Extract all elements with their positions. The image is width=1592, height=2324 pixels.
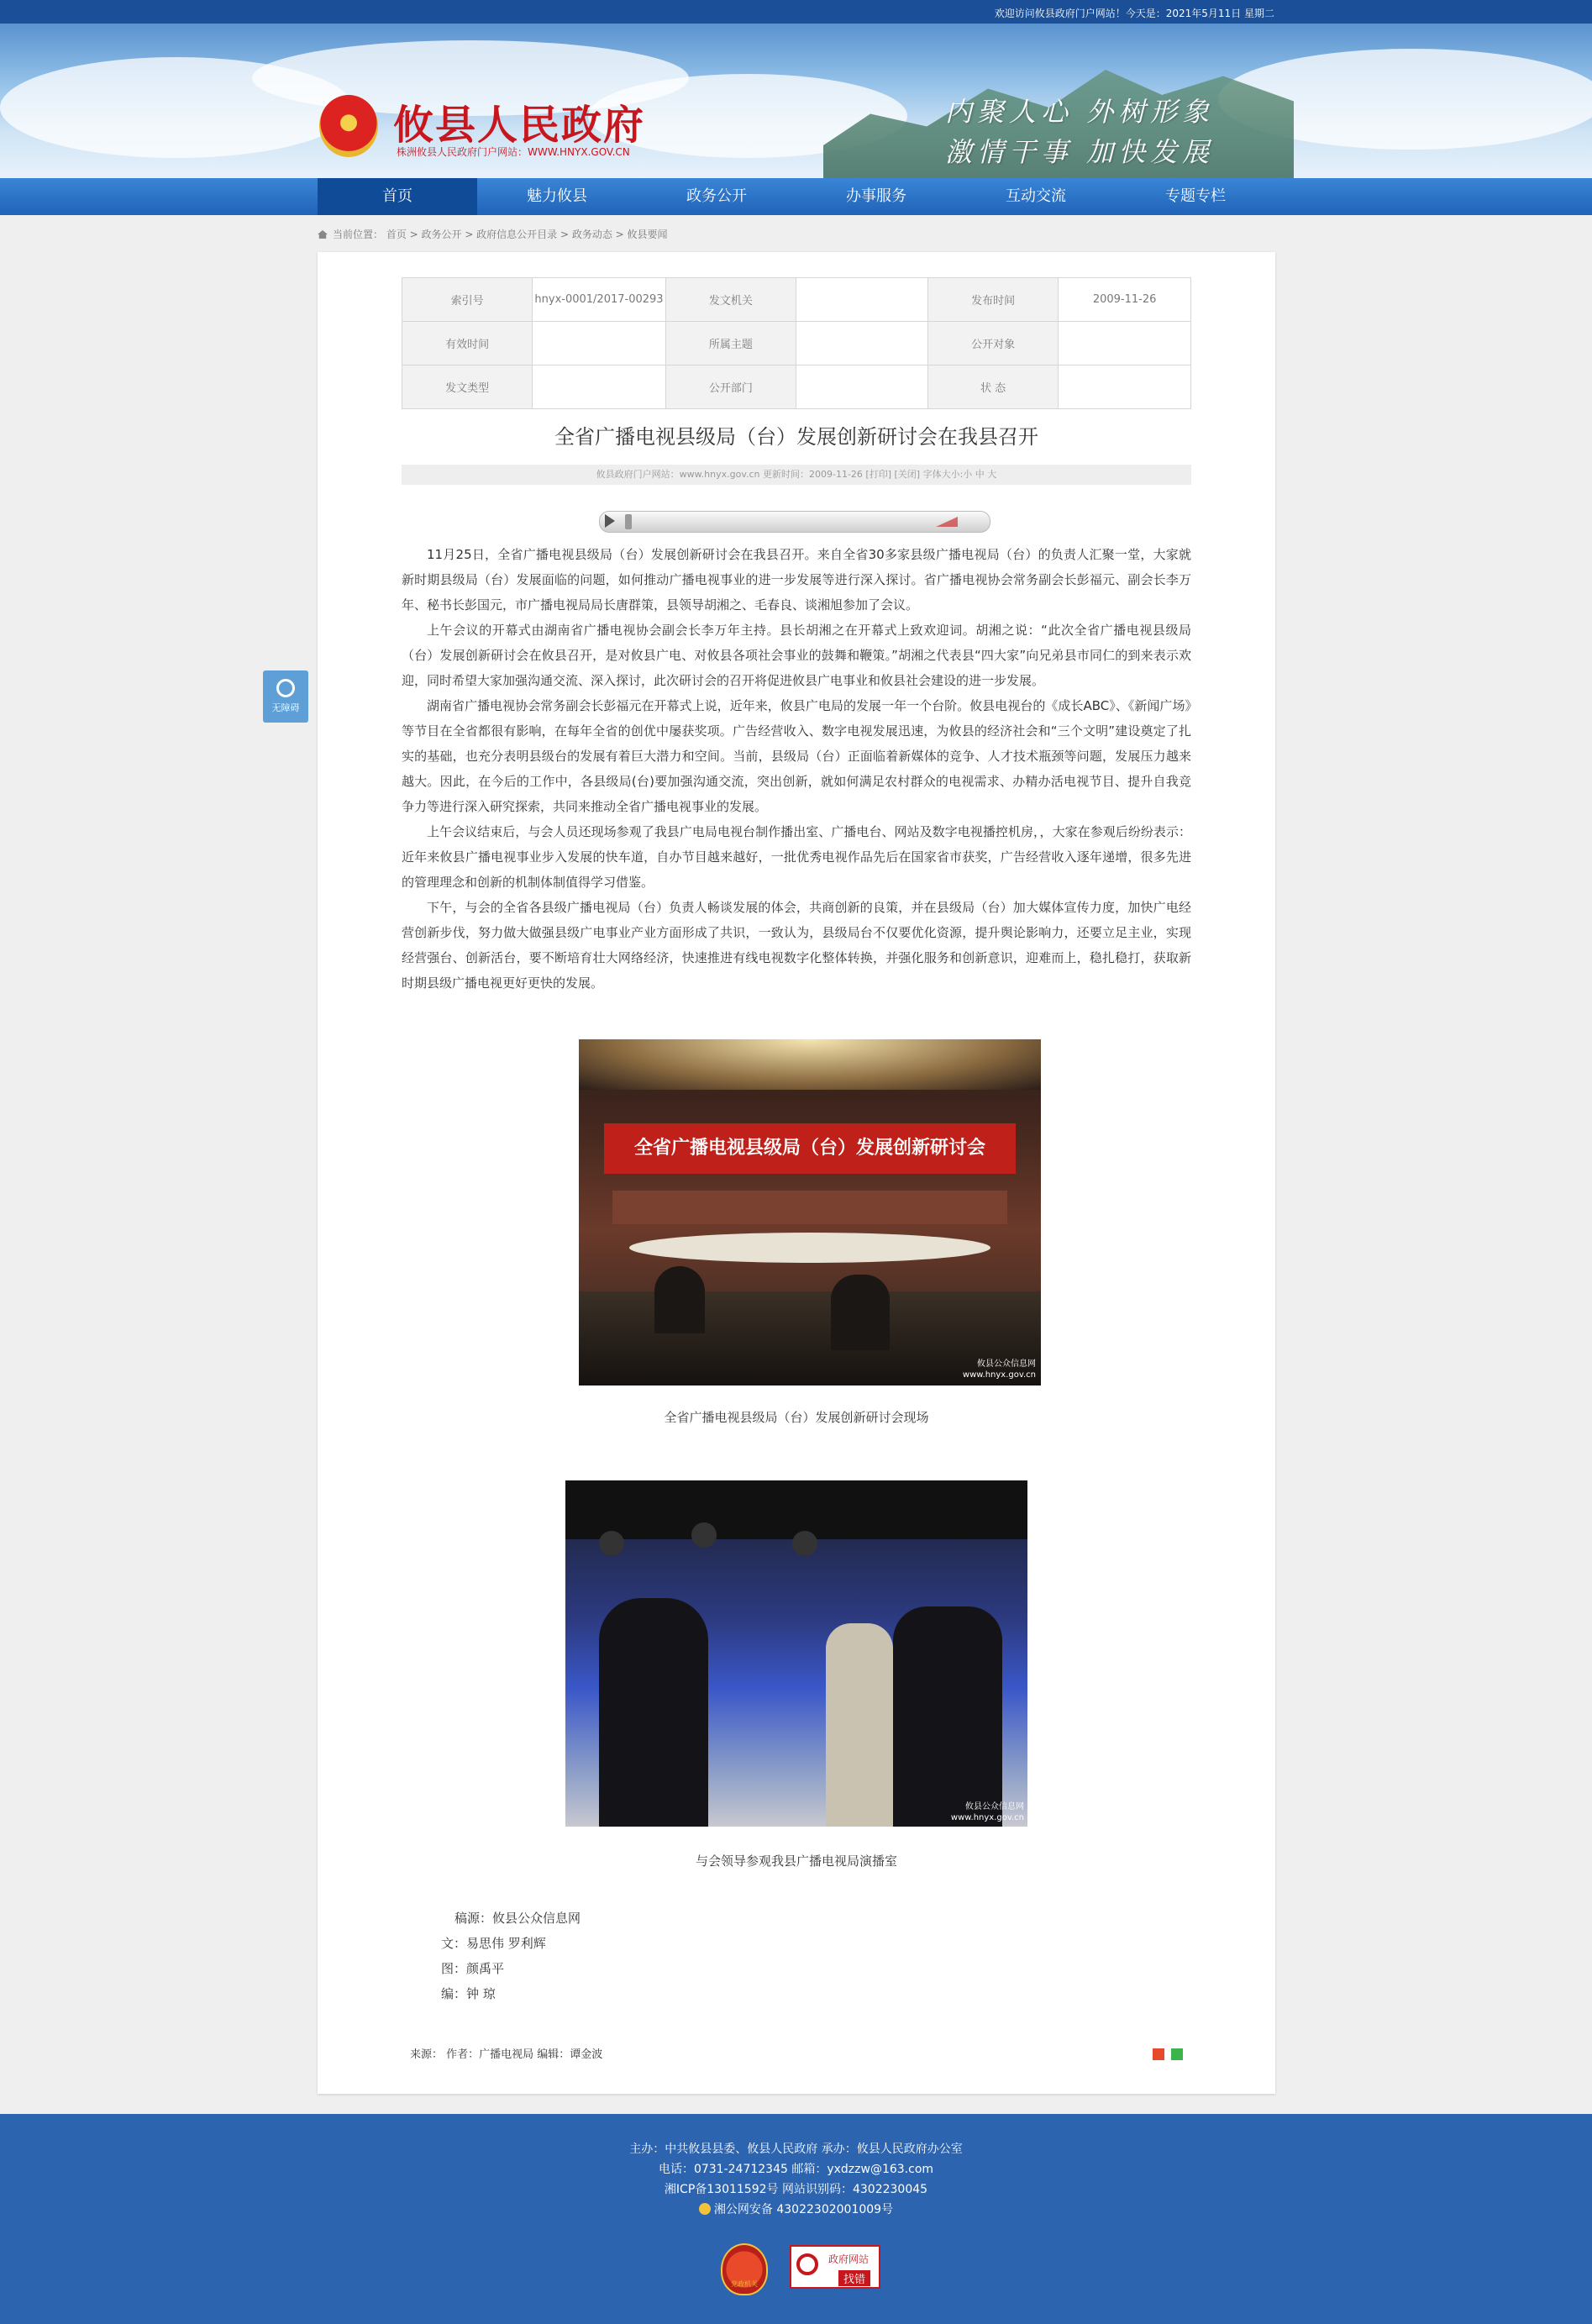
meta-date-value: 2009-11-26 (1059, 278, 1191, 322)
article-paragraph: 11月25日，全省广播电视县级局（台）发展创新研讨会在我县召开。来自全省30多家县级广播电视局（台）的负责人汇聚一堂，大家就新时期县级局（台）发展面临的问题，如何推动广播电视事业的进一步发展等进行深入探讨。省广播电视协会常务副会长彭福元、副会长李万年、秘书长彭国元，市广播电视局局长唐群策，县领导胡湘之、毛春良、谈湘旭参加了会议。 (402, 547, 1191, 613)
photo-caption-1: 全省广播电视县级局（台）发展创新研讨会现场 (664, 1410, 929, 1425)
credit-line: 编：钟 琼 (441, 1986, 496, 2001)
meta-valid-value (533, 322, 665, 365)
badge-top-text: 政府网站 (828, 2253, 870, 2265)
nav-item-home[interactable]: 首页 (318, 178, 477, 215)
nav-item-charm[interactable]: 魅力攸县 (527, 187, 587, 205)
national-emblem-icon (319, 95, 378, 157)
article-paragraph: 下午，与会的全省各县级广播电视局（台）负责人畅谈发展的体会，共商创新的良策，并在县级局（台）加大媒体宣传力度，加快广电经营创新步伐，努力做大做强县级广电事业产业方面形成了共识，一致认为，县级局台不仅要优化资源，提升舆论影响力，还要立足主业，实现经营强台、创新活台，要不断培育壮大网络经济，快速推进有线电视数字化整体转换，并强化服务和创新意识，迎难而上，稳扎稳打，获取新时期县级广播电视更好更快的发展。 (402, 900, 1191, 991)
wechat-share-icon[interactable] (1171, 2048, 1183, 2060)
meta-valid-label: 有效时间 (402, 322, 533, 365)
nav-item-interaction[interactable]: 互动交流 (1006, 187, 1066, 205)
play-icon[interactable] (605, 514, 615, 528)
meta-issuer-label: 发文机关 (665, 278, 796, 322)
nav-item-services[interactable]: 办事服务 (846, 187, 906, 205)
meta-index-label: 索引号 (402, 278, 533, 322)
top-bar (0, 0, 1592, 24)
volume-icon[interactable] (936, 517, 958, 527)
meeting-photo (579, 1039, 1041, 1385)
header-banner (0, 24, 1592, 178)
footer (0, 2114, 1592, 2324)
footer-police-record[interactable]: 湘公网安备 43022302001009号 (713, 2203, 894, 2216)
meta-status-label: 状 态 (927, 365, 1058, 409)
credit-line: 图：颜禹平 (441, 1961, 505, 1976)
meta-issuer-value (796, 278, 927, 322)
wheelchair-icon (276, 679, 295, 697)
article-paragraph: 上午会议的开幕式由湖南省广播电视协会副会长李万年主持。县长胡湘之在开幕式上致欢迎词。胡湘之说：“此次全省广播电视县级局（台）发展创新研讨会在攸县召开，是对攸县广电、对攸县各项社会事业的鼓舞和鞭策。”胡湘之代表县“四大家”向兄弟县市同仁的到来表示欢迎，同时希望大家加强沟通交流、深入探讨，此次研讨会的召开将促进攸县广电事业和攸县社会建设的进一步发展。 (402, 623, 1191, 688)
credit-line: 文：易思伟 罗利辉 (441, 1936, 546, 1951)
meta-dept-label: 公开部门 (665, 365, 796, 409)
nav-item-topics[interactable]: 专题专栏 (1165, 187, 1226, 205)
meta-index-value: hnyx-0001/2017-00293 (533, 278, 665, 322)
meta-status-value (1059, 365, 1191, 409)
audio-player[interactable] (599, 511, 990, 533)
slogan-line-1: 内聚人心 外树形象 (945, 96, 1215, 128)
source-line: 来源： 作者：广播电视局 编辑：谭金波 (410, 2048, 603, 2061)
meta-type-label: 发文类型 (402, 365, 533, 409)
site-title[interactable]: 攸县人民政府 (393, 102, 646, 149)
share-icons (1153, 2048, 1183, 2060)
gov-site-error-report-badge[interactable] (790, 2245, 880, 2289)
article-info-bar[interactable]: 攸县政府门户网站：www.hnyx.gov.cn 更新时间：2009-11-26 [打印] [关闭] 字体大小:小 中 大 (402, 465, 1191, 485)
article-body (402, 542, 1191, 996)
accessibility-button[interactable] (263, 670, 308, 723)
site-subtitle: 株洲攸县人民政府门户网站：WWW.HNYX.GOV.CN (397, 146, 630, 158)
magnifier-icon (796, 2253, 818, 2275)
article-credits (441, 1906, 581, 2006)
slogan-line-2: 激情干事 加快发展 (945, 136, 1215, 168)
main-nav (0, 178, 1592, 215)
meta-date-label: 发布时间 (927, 278, 1058, 322)
meta-topic-label: 所属主题 (665, 322, 796, 365)
footer-sponsor: 主办：中共攸县县委、攸县人民政府 承办：攸县人民政府办公室 (629, 2143, 963, 2156)
content-panel (318, 252, 1275, 2094)
party-gov-badge-label: 党政机关 (731, 2280, 758, 2288)
meta-audience-value (1059, 322, 1191, 365)
meta-type-value (533, 365, 665, 409)
meeting-banner-text: 全省广播电视县级局（台）发展创新研讨会 (633, 1137, 985, 1159)
article-paragraph: 湖南省广播电视协会常务副会长彭福元在开幕式上说，近年来，攸县广电局的发展一年一个台阶。攸县电视台的《成长ABC》、《新闻广场》等节目在全省都很有影响，在每年全省的创优中屡获奖项。广告经营收入、数字电视发展迅速，为攸县的经济社会和“三个文明”建设奠定了扎实的基础，也充分表明县级台的发展有着巨大潜力和空间。当前，县级局（台）正面临着新媒体的竞争、人才技术瓶颈等问题，发展压力越来越大。因此，在今后的工作中，各县级局(台)要加强沟通交流，突出创新，就如何满足农村群众的电视需求、办精办活电视节目、提升自我竞争力等进行深入研究探索，共同来推动全省广播电视事业的发展。 (402, 698, 1191, 814)
credit-line: 稿源：攸县公众信息网 (454, 1911, 581, 1926)
meta-audience-label: 公开对象 (927, 322, 1058, 365)
article-title: 全省广播电视县级局（台）发展创新研讨会在我县召开 (554, 425, 1038, 449)
photo-watermark: 攸县公众信息网 www.hnyx.gov.cn (962, 1359, 1036, 1380)
meta-topic-value (796, 322, 927, 365)
home-icon (318, 230, 328, 239)
weibo-share-icon[interactable] (1153, 2048, 1164, 2060)
accessibility-label: 无障碍 (271, 702, 300, 713)
welcome-text: 欢迎访问攸县政府门户网站！今天是：2021年5月11日 星期二 (994, 8, 1274, 19)
breadcrumb-text[interactable]: 当前位置： 首页 > 政务公开 > 政府信息公开目录 > 政务动态 > 攸县要闻 (333, 229, 668, 240)
footer-contact: 电话：0731-24712345 邮箱：yxdzzw@163.com (658, 2163, 934, 2176)
info-metadata-table (402, 277, 1191, 409)
article-paragraph: 上午会议结束后，与会人员还现场参观了我县广电局电视台制作播出室、广播电台、网站及数字电视播控机房，，大家在参观后纷纷表示：近年来攸县广播电视事业步入发展的快车道，自办节目越来越好，一批优秀电视作品先后在国家省市获奖，广告经营收入逐年递增，很多先进的管理理念和创新的机制体制值得学习借鉴。 (402, 824, 1191, 890)
nav-item-gov-affairs[interactable]: 政务公开 (686, 187, 747, 205)
police-badge-icon (699, 2203, 711, 2215)
breadcrumb (318, 227, 668, 241)
photo-watermark: 攸县公众信息网 www.hnyx.gov.cn (950, 1802, 1024, 1822)
footer-icp[interactable]: 湘ICP备13011592号 网站识别码：4302230045 (664, 2183, 928, 2196)
badge-bottom-text: 找错 (838, 2270, 870, 2286)
progress-slider-knob[interactable] (625, 514, 632, 529)
party-gov-badge[interactable] (721, 2243, 768, 2295)
photo-caption-2: 与会领导参观我县广播电视局演播室 (695, 1853, 897, 1869)
studio-photo (565, 1480, 1027, 1827)
meta-dept-value (796, 365, 927, 409)
